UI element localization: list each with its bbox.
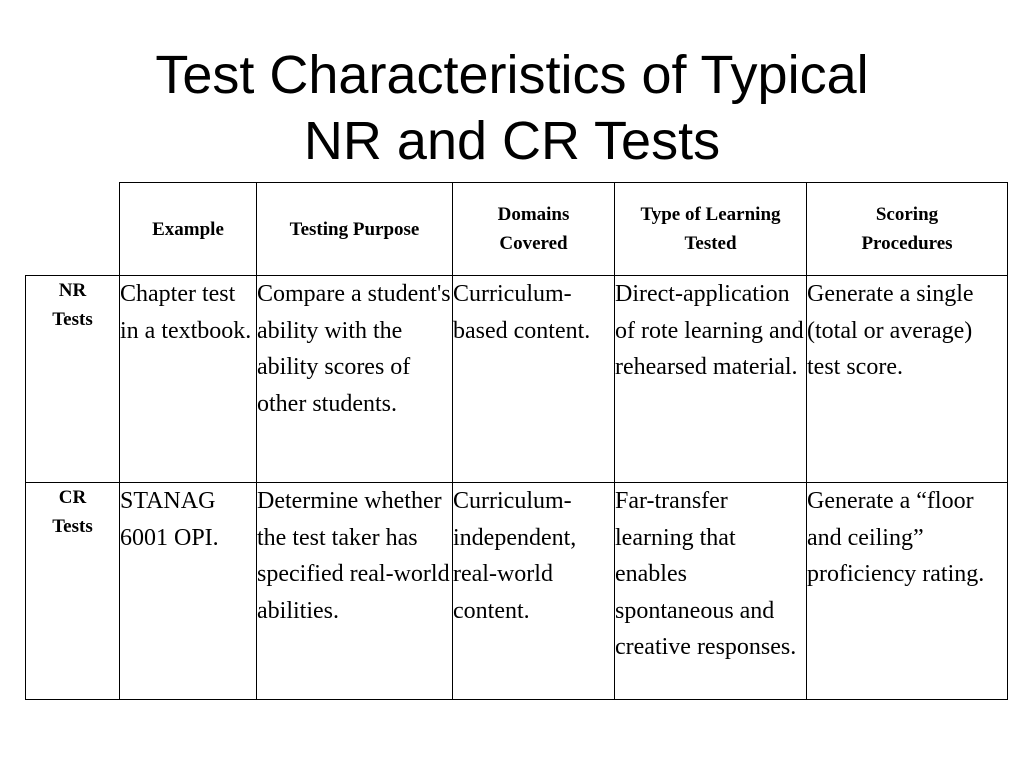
header-domains-covered: Domains Covered: [453, 183, 615, 276]
row-label-nr: NR Tests: [26, 276, 120, 483]
cell-nr-domains: Curriculum-based content.: [453, 276, 615, 483]
cell-nr-example: Chapter test in a textbook.: [120, 276, 257, 483]
header-scoring-procedures: Scoring Procedures: [807, 183, 1008, 276]
header-corner: [26, 183, 120, 276]
header-testing-purpose: Testing Purpose: [257, 183, 453, 276]
table-header-row: [26, 183, 1008, 276]
slide-title-line-1: Test Characteristics of Typical: [155, 45, 869, 105]
table-row: [26, 276, 1008, 483]
header-example: Example: [120, 183, 257, 276]
cell-cr-learning: Far-transfer learning that enables spontaneous and creative responses.: [615, 483, 807, 700]
header-type-of-learning: Type of Learning Tested: [615, 183, 807, 276]
row-label-cr: CR Tests: [26, 483, 120, 700]
cell-cr-scoring: Generate a “floor and ceiling” proficiency rating.: [807, 483, 1008, 700]
cell-nr-scoring: Generate a single (total or average) test score.: [807, 276, 1008, 483]
table-row: [26, 483, 1008, 700]
slide-title: [0, 42, 1024, 174]
comparison-table: [25, 182, 1008, 700]
cell-cr-domains: Curriculum-independent, real-world content.: [453, 483, 615, 700]
slide-title-line-2: NR and CR Tests: [303, 111, 721, 171]
cell-nr-purpose: Compare a student's ability with the ability scores of other students.: [257, 276, 453, 483]
cell-cr-purpose: Determine whether the test taker has specified real-world abilities.: [257, 483, 453, 700]
cell-cr-example: STANAG 6001 OPI.: [120, 483, 257, 700]
cell-nr-learning: Direct-application of rote learning and rehearsed material.: [615, 276, 807, 483]
